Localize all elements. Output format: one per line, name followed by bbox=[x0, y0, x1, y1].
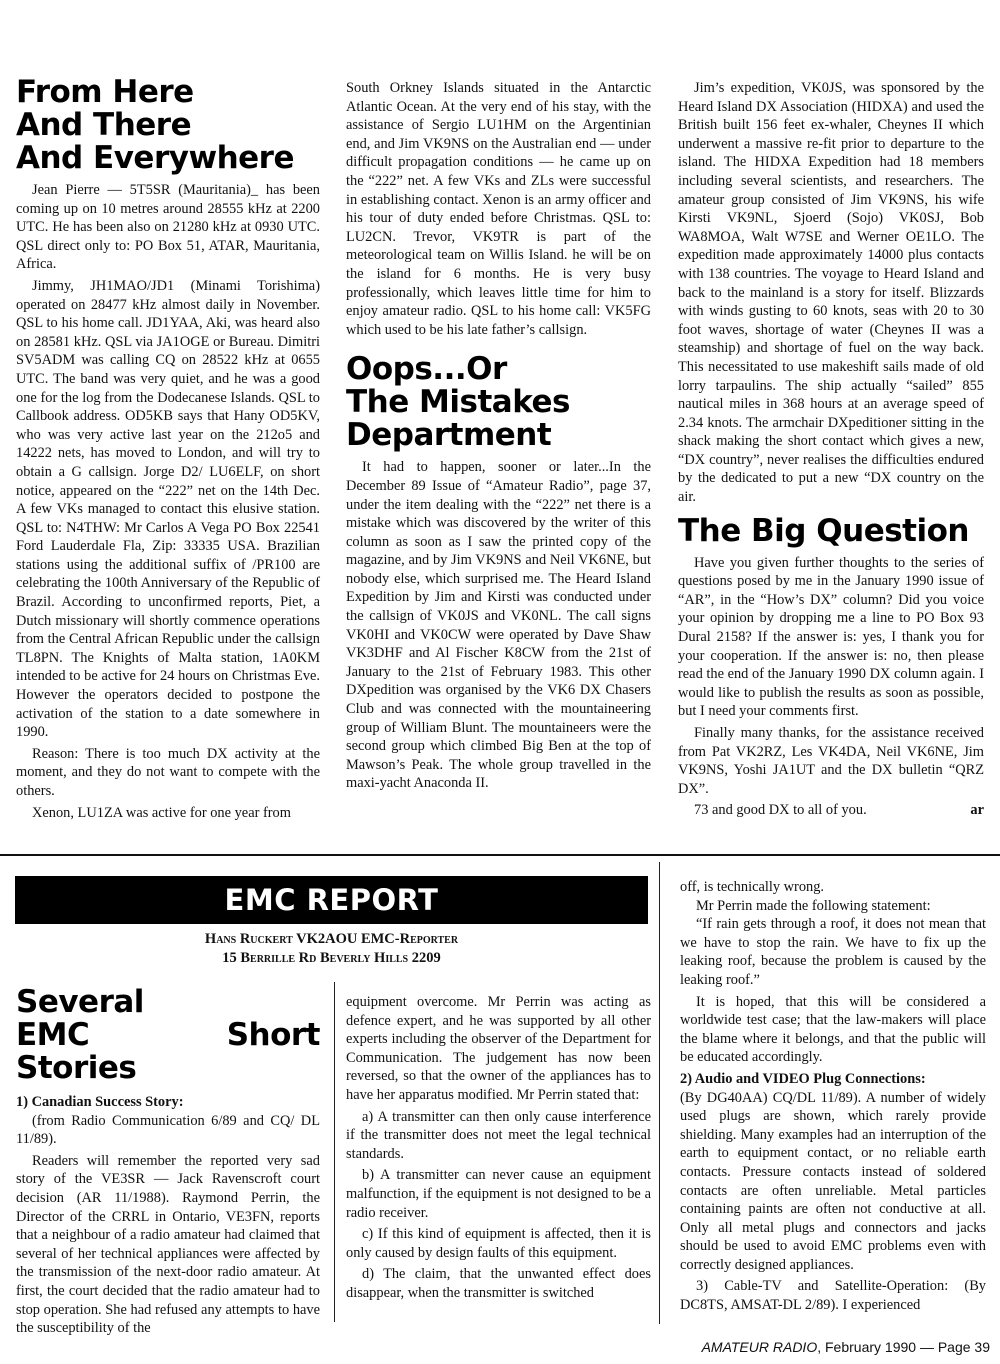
paragraph: off, is technically wrong. bbox=[680, 879, 825, 895]
paragraph: 3) Cable-TV and Satellite-Operation: (By DC8TS, AMSAT-DL 2/89). I experienced bbox=[680, 1278, 986, 1314]
page-footer bbox=[640, 1339, 990, 1355]
headline-from-here: From Here And There And Everywhere bbox=[16, 74, 294, 176]
paragraph: (from Radio Communication 6/89 and CQ/ DL 11/89). bbox=[16, 1112, 320, 1148]
section-divider bbox=[0, 854, 1000, 856]
paragraph: 73 and good DX to all of you. ar bbox=[694, 802, 984, 819]
paragraph: Jimmy, JH1MAO/JD1 (Minami Torishima) operated on 28477 kHz almost daily in November. QSL to his home call. JD1YAA, Aki, was heard also on 28581 kHz. QSL via JA1OGE or Bureau. Dimitri SV5ADM was calling CQ on 28522 kHz at 0655 UTC. The band was very quiet, and he was a good one for the log from the Dodecanese Islands. QSL to Callbook address. OD5KB says that Hany OD5KV, who was very active last year on the 212o5 and 14222 nets, has moved to London, and will try to obtain a G callsign. Jorge D2/ LU6ELF, on short notice, appeared on the “222” net on the 14th Dec. A few VKs managed to contact this elusive station. QSL to: N4THW: Mr Carlos A Vega PO Box 22541 Ford Lauderdale Fla, Zip: 33335 USA. Brazilian stations using the additional suffix of /PR100 are celebrating the 100th Anniversary of the Republic of Brazil. According to unconfirmed reports, Piet, a Dutch missionary will shortly commence operations from the Central African Republic under the callsign TL8PN. The Knights of Malta station, 1A0KM intended to be active for 24 hours on Christmas Eve. However the operators decided to postpone the activation of the station to a date somewhere in 1990. bbox=[16, 277, 320, 741]
byline: Hans Ruckert VK2AOU EMC-Reporter 15 Berrille Rd Beverly Hills 2209 bbox=[204, 931, 459, 966]
paragraph: Have you given further thoughts to the series of questions posed by me in the January 1990 issue of “AR”, in the “How’s DX” column? Did you voice your opinion by dropping me a line to PO Box 93 Dural 2158? If the answer is: yes, I thank you for your cooperation. If the answer is: no, then please read the end of the January 1990 DX column again. I would like to publish the results as soon as possible, but I need your comments first. bbox=[678, 554, 984, 720]
paragraph: It had to happen, sooner or later...In the December 89 Issue of “Amateur Radio”, page 37, under the item dealing with the “222” net there is a mistake which was discovered by the writer of this column as soon as I saw the printed copy of the magazine, and by Jim VK9NS and Neil VK6NE, but nobody else, which surprised me. The Heard Island Expedition by Jim and Kirsti was conducted under the callsign of VK0JS and VK0NL. The call signs VK0HI and VK0CW were operated by Dave Shaw VK3DHF and Al Fischer K8CW from the 21st of January to the 21st of February 1983. This other DXpedition was organised by the VK6 DX Chasers Club and was connected with the mountaineering group of William Blunt. The mountaineers were the second group which climbed Big Ben at the top of Mawson’s Peak. The whole group travelled in the maxi-yacht Anaconda II. bbox=[346, 459, 651, 792]
subheading: 2) Audio and VIDEO Plug Connections: bbox=[680, 1070, 926, 1087]
column-3-top bbox=[678, 79, 984, 820]
paragraph: c) If this kind of equipment is affected, then it is only caused by design faults of this equipment. bbox=[346, 1226, 651, 1261]
emc-column-3 bbox=[680, 878, 986, 1315]
signoff: ar bbox=[970, 802, 984, 819]
paragraph: a) A transmitter can then only cause interference if the transmitter does not meet the legal technical standards. bbox=[346, 1108, 651, 1162]
paragraph: b) A transmitter can never cause an equipment malfunction, if the equipment is not designed to be a radio receiver. bbox=[346, 1167, 651, 1221]
subheading: 1) Canadian Success Story: bbox=[16, 1094, 184, 1110]
magazine-name: AMATEUR RADIO bbox=[701, 1339, 818, 1355]
emc-report-banner: EMC REPORT bbox=[15, 876, 648, 924]
footer-date-page: , February 1990 — Page 39 bbox=[817, 1339, 990, 1355]
headline-oops: Oops...Or The Mistakes Department bbox=[346, 351, 570, 454]
column-divider bbox=[659, 862, 660, 1324]
paragraph: d) The claim, that the unwanted effect does disappear, when the transmitter is switched bbox=[346, 1266, 651, 1301]
paragraph: equipment overcome. Mr Perrin was acting as defence expert, and he was supported by all other experts including the observer of the Department for Communication. The judgement has now been reversed, so that the owner of the appliances has to have her apparatus modified. Mr Perrin stated that: bbox=[346, 994, 651, 1103]
paragraph: Readers will remember the reported very sad story of the VE3SR — Jack Ravenscroft court decision (AR 11/1988). Raymond Perrin, the Director of the CRRL in Ontario, VE3FN, reports that a neighbour of a radio amateur had claimed that several of her technical appliances were affected by the transmission of the next-door radio amateur. At first, the court decided that the radio amateur had to stop operation. She had refused any attempts to have the susceptibility of the bbox=[16, 1152, 320, 1337]
emc-column-2 bbox=[346, 993, 651, 1303]
paragraph: Mr Perrin made the following statement: bbox=[696, 897, 931, 914]
paragraph: (By DG40AA) CQ/DL 11/89). A number of widely used plugs are shown, which rarely provide shielding. Many examples had an interruption of the earth to equipment contact, or no reliable earth contacts. Pressure contacts instead of soldered contacts are often unreliable. Metal particles containing paints are often not conductive at all. Only all metal plugs and connectors and jacks should be used to avoid EMC problems even with correctly designed appliances. bbox=[680, 1089, 986, 1273]
paragraph: It is hoped, that this will be considered a worldwide test case; that the law-makers will place the blame where it belongs, and that the public will be educated accordingly. bbox=[680, 993, 986, 1066]
paragraph: Jim’s expedition, VK0JS, was sponsored by the Heard Island DX Association (HIDXA) and used the British built 156 feet ex-whaler, Cheynes II which underwent a massive re-fit prior to departure to the island. The HIDXA Expedition had 18 members including several scientists, and researchers. The amateur group consisted of Jim VK9NS, his wife Kirsti VK9NL, Sjoerd (Sojo) VK0SJ, Bob WA8MOA, Walt W7SE and Werner OE1LO. The expedition made approximately 14000 plus contacts with 138 countries. The voyage to Heard Island and back to the mainland is a story for itself. Blizzards with winds gusting to 60 knots, seas with 20 to 30 foot waves, shortage of water (Cheynes II was a steamship) and shortage of fuel on the way back. This necessitated to use makeshift sails made of old lorry tarpaulins. The ship actually “sailed” 855 nautical miles in 368 hours at an average speed of 2.34 knots. The armchair DXpeditioner sitting in the shack making the short contact which gives a new, “DX country”, never realises the difficulties endured by the dedicated to put a new “DX country on the air. bbox=[678, 80, 984, 506]
headline-emc-short-stories: Several EMC Short Stories bbox=[16, 984, 320, 1086]
column-1-top bbox=[16, 76, 320, 822]
paragraph: Jean Pierre — 5T5SR (Mauritania)_ has been coming up on 10 metres around 28555 kHz at 2200 UTC. He has been also on 21280 kHz at 0930 UTC. QSL direct only to: PO Box 51, ATAR, Mauritania, Africa. bbox=[16, 182, 320, 273]
paragraph: Xenon, LU1ZA was active for one year from bbox=[32, 804, 291, 821]
paragraph: Reason: There is too much DX activity at the moment, and they do not want to compete with the others. bbox=[16, 745, 320, 799]
column-2-top bbox=[346, 79, 651, 793]
headline-big-question: The Big Question bbox=[678, 512, 969, 549]
emc-column-1 bbox=[16, 986, 320, 1338]
paragraph: Finally many thanks, for the assistance received from Pat VK2RZ, Les VK4DA, Neil VK6NE, Jim VK9NS, Yoshi JA1UT and the DX bulletin “QRZ DX”. bbox=[678, 725, 984, 797]
column-divider bbox=[334, 982, 335, 1322]
paragraph: South Orkney Islands situated in the Antarctic Atlantic Ocean. At the very end of his stay, with the assistance of Sergio LU1HM on the Argentinian end, and Jim VK9NS on the Australian end — under difficult propagation conditions — he came up on the “222” net. A few VKs and ZLs were successful in establishing contact. Xenon is an army officer and his tour of duty ended before Christmas. QSL to: LU2CN. Trevor, VK9TR is part of the meteorological team on Willis Island. he will be on the island for 6 months. He is very busy professionally, which leaves little time for him to enjoy amateur radio. QSL to his home call: VK5FG which used to be his late father’s callsign. bbox=[346, 80, 651, 338]
paragraph: “If rain gets through a roof, it does not mean that we have to stop the rain. We have to fix up the leaking roof, because the problem is caused by the leaking roof.” bbox=[680, 916, 986, 988]
